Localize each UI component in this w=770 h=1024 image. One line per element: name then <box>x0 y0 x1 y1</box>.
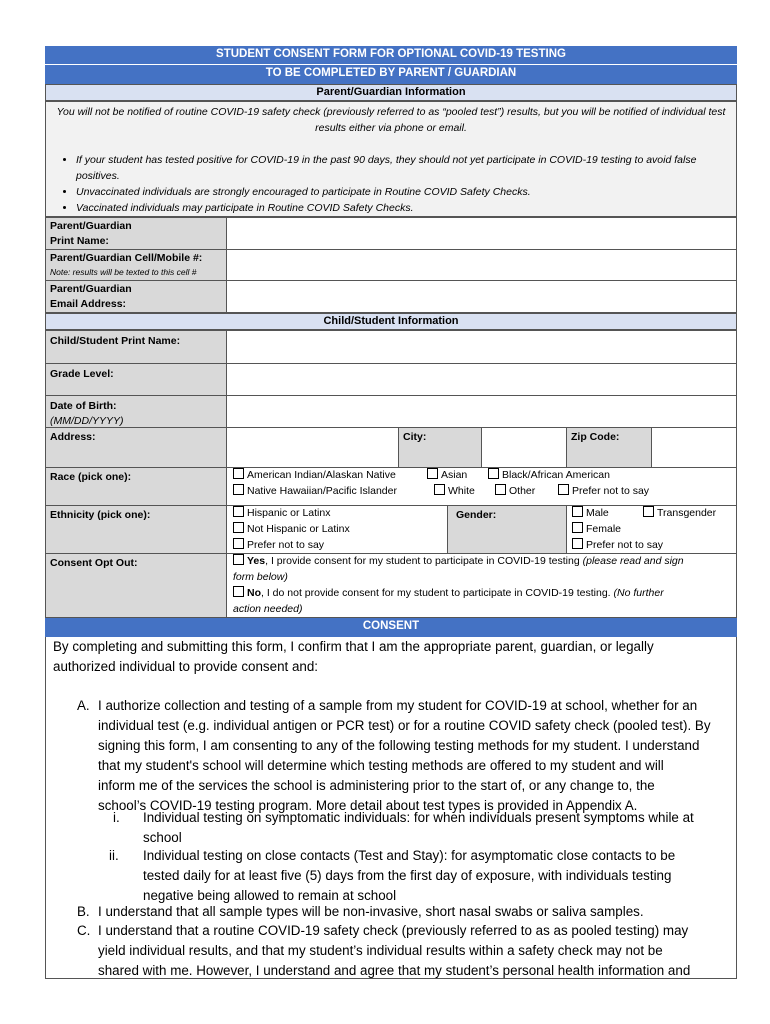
race-option-black[interactable]: Black/African American <box>488 467 610 483</box>
dob-field[interactable] <box>226 395 736 427</box>
race-option-other[interactable]: Other <box>495 483 535 499</box>
grade-level-label: Grade Level: <box>46 363 226 395</box>
child-print-name-label: Child/Student Print Name: <box>46 331 226 363</box>
consent-item-b-marker: B. <box>77 904 90 919</box>
zip-code-field[interactable] <box>651 427 736 467</box>
bullet-unvaccinated: • Unvaccinated individuals are strongly encouraged to participate in Routine COVID Safety Checks. <box>76 184 736 200</box>
race-option-white[interactable]: White <box>434 483 475 499</box>
parent-section-heading: Parent/Guardian Information <box>45 84 737 101</box>
consent-item-b: I understand that all sample types will be non-invasive, short nasal swabs or saliva samples. <box>98 904 644 919</box>
checkbox-icon <box>233 506 244 517</box>
parent-cell-label: Parent/Guardian Cell/Mobile #: Note: results will be texted to this cell # <box>46 249 226 280</box>
participation-bullets <box>46 152 736 216</box>
gender-label: Gender: <box>447 505 566 553</box>
consent-item-ii: Individual testing on close contacts (Test and Stay): for asymptomatic close contacts to be tested daily for at least five (5) days from the first day of exposure, with individuals testing negative being allowed to remain at school <box>143 848 676 903</box>
gender-option-female[interactable]: Female <box>572 521 621 537</box>
consent-item-c-marker: C. <box>77 923 91 938</box>
checkbox-icon <box>495 484 506 495</box>
gender-option-prefer-not[interactable]: Prefer not to say <box>572 537 663 553</box>
consent-no-continuation: action needed) <box>233 603 303 615</box>
parent-email-field[interactable] <box>226 280 736 312</box>
child-print-name-field[interactable] <box>226 331 736 363</box>
consent-option-no[interactable]: No, I do not provide consent for my student to participate in COVID-19 testing. (No further <box>233 585 664 601</box>
parent-email-label: Parent/Guardian Email Address: <box>46 280 226 312</box>
checkbox-icon <box>558 484 569 495</box>
checkbox-icon <box>572 538 583 549</box>
child-section-heading: Child/Student Information <box>45 313 737 330</box>
consent-item-a: I authorize collection and testing of a sample from my student for COVID-19 at school, whether for an individual test (e.g. individual antigen or PCR test) or for a routine COVID safety check (pooled test). By signing this form, I am consenting to any of the following testing methods for my student. I understand that my student's school will determine which testing methods are offered to my student and will inform me of the services the school is administering prior to the start of, or any change to, the school’s COVID-19 testing program. More detail about test types is provided in Appendix A. <box>98 698 711 813</box>
consent-item-ii-marker: ii. <box>109 848 119 863</box>
checkbox-icon <box>427 468 438 479</box>
pooled-test-notice: You will not be notified of routine COVID-19 safety check (previously referred to as “pooled test”) results, but you will be notified of individual test results either via phone or email. <box>56 106 726 134</box>
form-title: STUDENT CONSENT FORM FOR OPTIONAL COVID-19 TESTING <box>45 46 737 65</box>
form-subtitle: TO BE COMPLETED BY PARENT / GUARDIAN <box>45 65 737 84</box>
checkbox-icon <box>233 468 244 479</box>
bullet-positive-90-days: • If your student has tested positive for COVID-19 in the past 90 days, they should not yet participate in COVID-19 testing to avoid false positives. <box>76 152 736 184</box>
bullet-vaccinated: • Vaccinated individuals may participate in Routine COVID Safety Checks. <box>76 200 736 216</box>
checkbox-icon <box>572 506 583 517</box>
consent-item-a-marker: A. <box>77 698 90 713</box>
checkbox-icon <box>233 484 244 495</box>
consent-intro: By completing and submitting this form, I confirm that I am the appropriate parent, guardian, or legally authorized individual to provide consent and: <box>53 639 654 674</box>
checkbox-icon <box>233 522 244 533</box>
checkbox-icon <box>233 586 244 597</box>
ethnicity-option-hispanic[interactable]: Hispanic or Latinx <box>233 505 330 521</box>
checkbox-icon <box>233 538 244 549</box>
parent-notice-box <box>45 101 737 217</box>
race-option-american-indian[interactable]: American Indian/Alaskan Native <box>233 467 396 483</box>
checkbox-icon <box>434 484 445 495</box>
dob-label: Date of Birth: (MM/DD/YYYY) <box>46 395 226 427</box>
city-label: City: <box>398 427 481 467</box>
consent-option-yes[interactable]: Yes, I provide consent for my student to participate in COVID-19 testing (please read and sign <box>233 553 684 569</box>
ethnicity-option-not-hispanic[interactable]: Not Hispanic or Latinx <box>233 521 350 537</box>
race-option-asian[interactable]: Asian <box>427 467 467 483</box>
address-field[interactable] <box>226 427 398 467</box>
checkbox-icon <box>488 468 499 479</box>
checkbox-icon <box>572 522 583 533</box>
consent-yes-continuation: form below) <box>233 571 288 583</box>
address-label: Address: <box>46 427 226 467</box>
checkbox-icon <box>233 554 244 565</box>
zip-code-label: Zip Code: <box>566 427 651 467</box>
checkbox-icon <box>643 506 654 517</box>
ethnicity-label: Ethnicity (pick one): <box>46 505 226 553</box>
gender-option-transgender[interactable]: Transgender <box>643 505 716 521</box>
parent-print-name-field[interactable] <box>226 218 736 249</box>
gender-option-male[interactable]: Male <box>572 505 609 521</box>
parent-print-name-label: Parent/Guardian Print Name: <box>46 218 226 249</box>
parent-cell-field[interactable] <box>226 249 736 280</box>
grade-level-field[interactable] <box>226 363 736 395</box>
ethnicity-option-prefer-not[interactable]: Prefer not to say <box>233 537 324 553</box>
consent-item-i: Individual testing on symptomatic individuals: for when individuals present symptoms while at school <box>143 810 694 845</box>
city-field[interactable] <box>481 427 566 467</box>
consent-item-c: I understand that a routine COVID-19 safety check (previously referred to as as pooled testing) may yield individual results, and that my student’s individual results within a safety check may not be shared with me. However, I understand and agree that my student’s personal health information and <box>98 923 691 978</box>
race-label: Race (pick one): <box>46 467 226 505</box>
consent-item-i-marker: i. <box>113 810 120 825</box>
race-option-native-hawaiian[interactable]: Native Hawaiian/Pacific Islander <box>233 483 397 499</box>
race-option-prefer-not[interactable]: Prefer not to say <box>558 483 649 499</box>
consent-heading: CONSENT <box>45 618 737 637</box>
consent-opt-out-label: Consent Opt Out: <box>46 553 226 617</box>
